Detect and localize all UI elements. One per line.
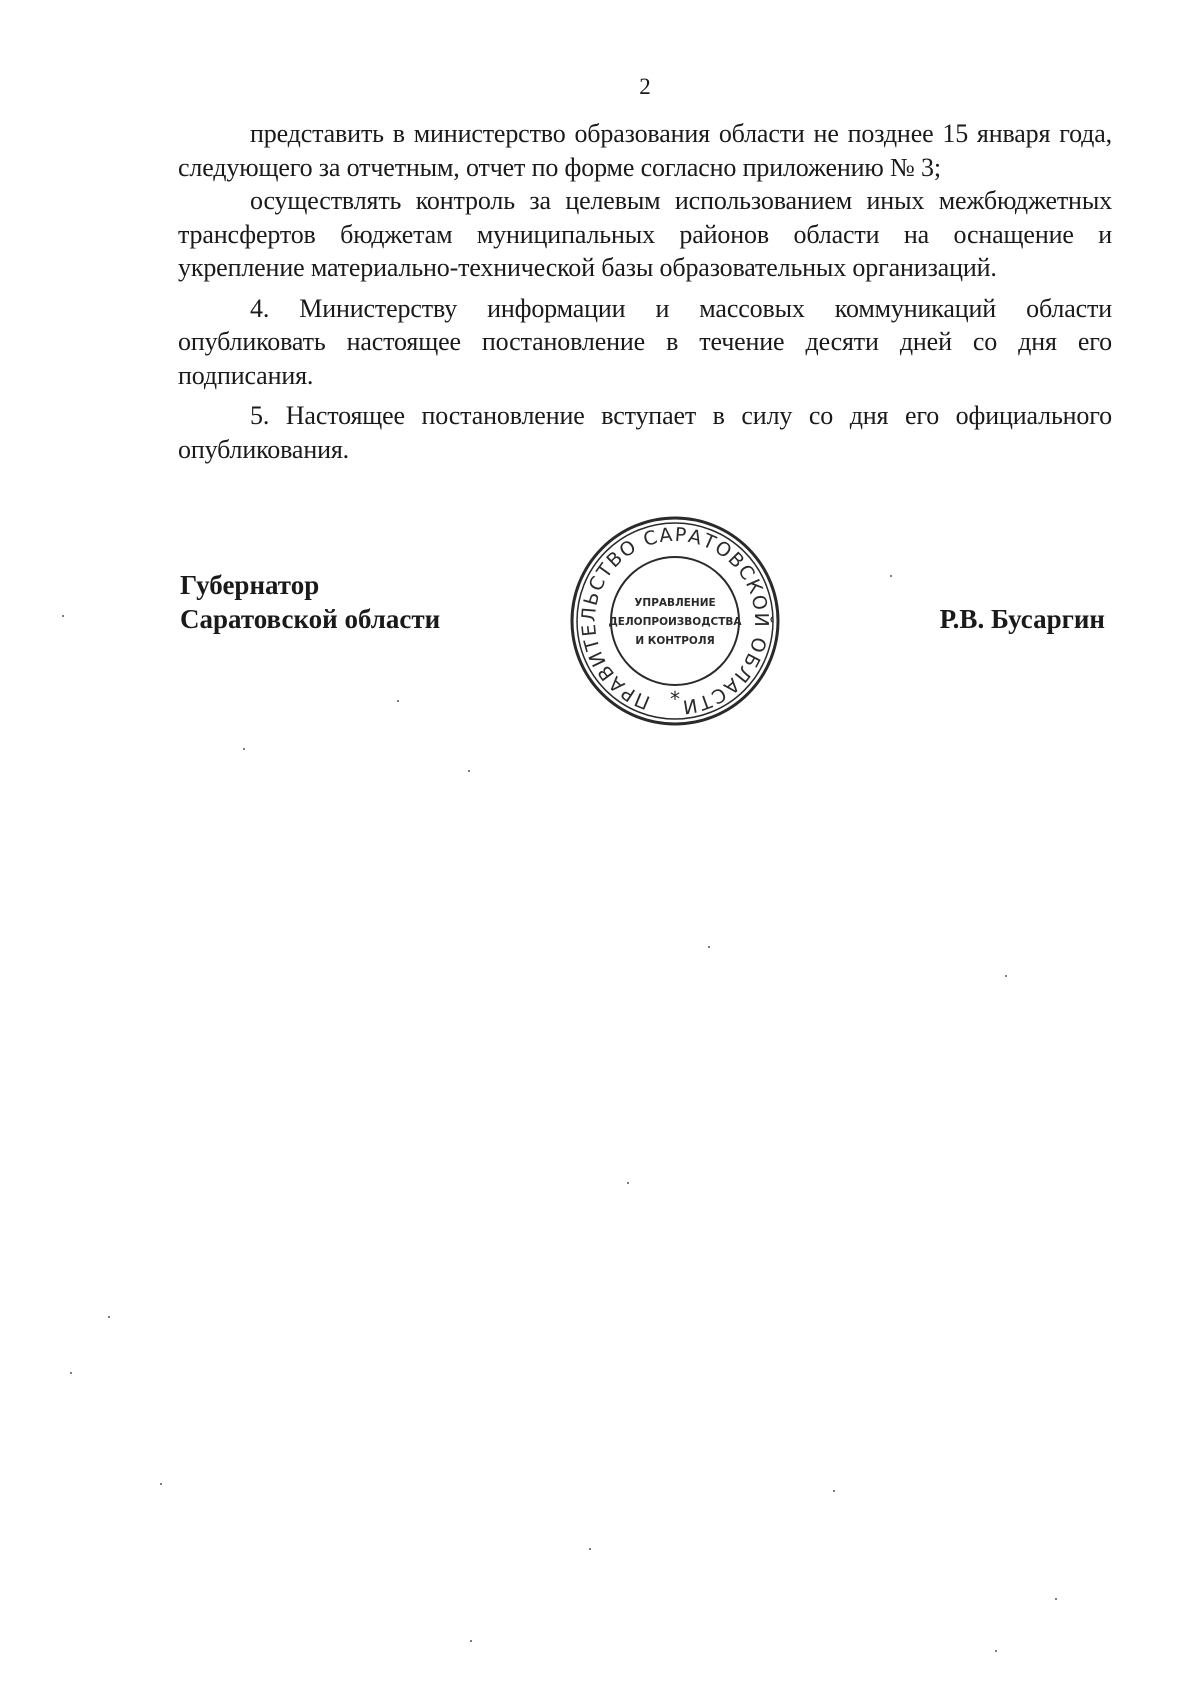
scan-speck <box>160 1483 162 1485</box>
signatory-position-line2: Саратовской области <box>180 604 441 634</box>
scan-speck <box>708 946 710 948</box>
scan-speck <box>833 1490 835 1492</box>
scan-speck <box>627 1182 629 1184</box>
signatory-position-line1: Губернатор <box>180 570 320 600</box>
signatory-position <box>180 568 440 636</box>
scan-speck <box>397 700 399 702</box>
scan-speck <box>243 748 245 750</box>
page-number: 2 <box>639 74 651 99</box>
paragraph-report-deadline: представить в министерство образования области не позднее 15 января года, следующего за отчетным, отчет по форме согласно приложению № 3; <box>178 119 1112 182</box>
scan-speck <box>470 1640 472 1642</box>
stamp-star: * <box>670 687 680 711</box>
paragraph-item-4: 4. Министерству информации и массовых коммуникаций области опубликовать настоящее постановление в течение десяти дней со дня его подписания. <box>178 293 1112 390</box>
scan-speck <box>468 770 470 772</box>
stamp-outer-text: ПРАВИТЕЛЬСТВО САРАТОВСКОЙ ОБЛАСТИ <box>577 523 773 718</box>
scan-speck <box>70 1372 72 1374</box>
document-body <box>178 117 1112 466</box>
scan-speck <box>995 1650 997 1652</box>
paragraph-item-5: 5. Настоящее постановление вступает в силу со дня его официального опубликования. <box>178 401 1112 464</box>
scan-speck <box>1005 975 1007 977</box>
scan-speck <box>589 1548 591 1550</box>
official-stamp <box>568 514 782 728</box>
paragraph-control: осуществлять контроль за целевым использованием иных межбюджетных трансфертов бюджетам муниципальных районов области на оснащение и укрепление материально-технической базы образовательных организаций. <box>178 186 1112 282</box>
scan-speck <box>1055 1598 1057 1600</box>
stamp-inner-line3: И КОНТРОЛЯ <box>635 635 715 647</box>
scan-speck <box>108 1316 110 1318</box>
scan-speck <box>62 615 64 617</box>
scan-speck <box>890 575 892 577</box>
stamp-inner-line2: ДЕЛОПРОИЗВОДСТВА <box>608 616 742 628</box>
signatory-name: Р.В. Бусаргин <box>939 604 1105 634</box>
stamp-inner-line1: УПРАВЛЕНИЕ <box>634 597 716 609</box>
